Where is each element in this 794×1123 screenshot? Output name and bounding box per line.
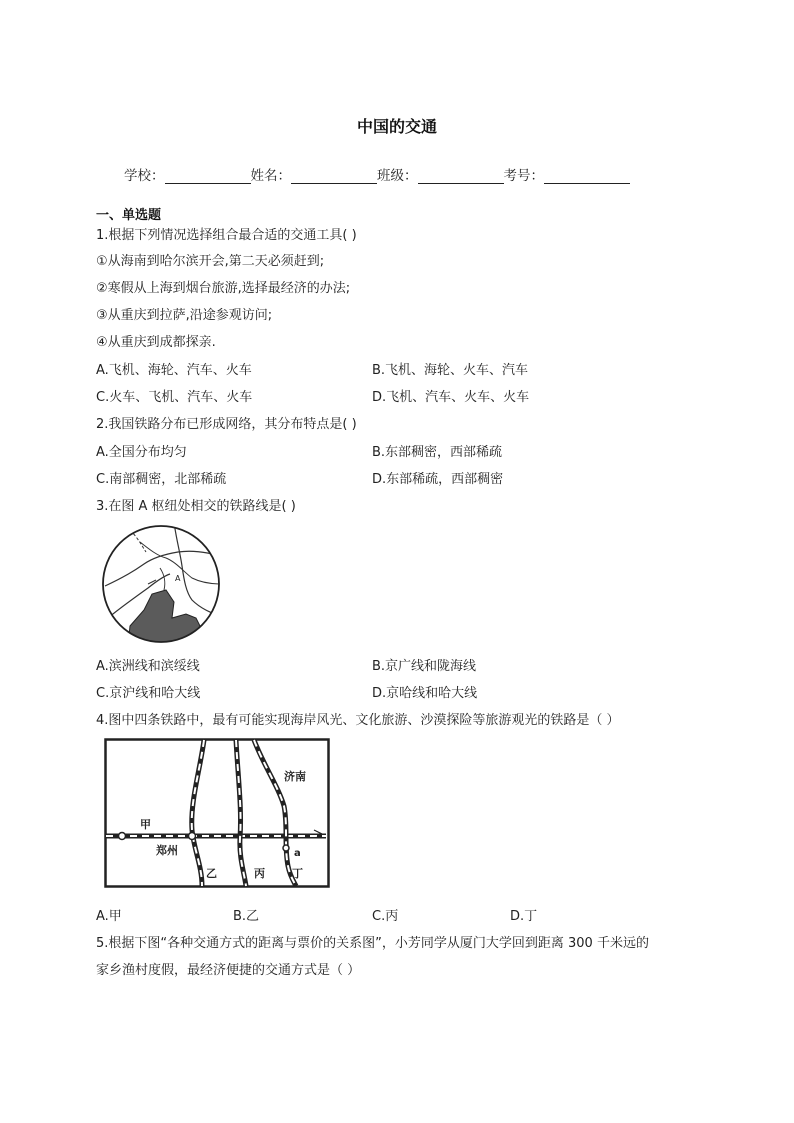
q4-label-jinan: 济南: [284, 770, 306, 783]
id-blank: [544, 166, 630, 184]
q4-label-jia: 甲: [140, 818, 151, 831]
name-label: 姓名：: [250, 168, 291, 184]
q4-option-a: A.甲: [96, 909, 122, 924]
station-zhengzhou-icon: [189, 833, 196, 840]
q4-label-zhengzhou: 郑州: [156, 844, 178, 857]
station-jia-icon: [119, 833, 126, 840]
q4-label-ding: 丁: [292, 867, 303, 880]
school-blank: [165, 166, 251, 184]
q1-option-b: B.飞机、海轮、火车、汽车: [372, 363, 529, 378]
q2-stem: 2.我国铁路分布已形成网络，其分布特点是( ): [96, 417, 357, 432]
class-blank: [418, 166, 504, 184]
q4-option-d: D.丁: [510, 909, 538, 924]
q1-item-3: ③从重庆到拉萨,沿途参观访问;: [96, 308, 273, 323]
q2-option-a: A.全国分布均匀: [96, 445, 187, 460]
q1-option-c: C.火车、飞机、汽车、火车: [96, 390, 253, 405]
q2-option-c: C.南部稠密，北部稀疏: [96, 472, 227, 487]
q4-railway-map: [104, 738, 330, 888]
q4-label-yi: 乙: [206, 867, 217, 880]
q4-label-bing: 丙: [254, 867, 265, 880]
q4-stem: 4.图中四条铁路中，最有可能实现海岸风光、文化旅游、沙漠探险等旅游观光的铁路是（ ）: [96, 713, 620, 728]
q1-item-4: ④从重庆到成都探亲.: [96, 335, 216, 350]
q1-option-d: D.飞机、汽车、火车、火车: [372, 390, 530, 405]
q3-stem: 3.在图 A 枢纽处相交的铁路线是( ): [96, 499, 296, 514]
q3-option-a: A.滨洲线和滨绥线: [96, 659, 200, 674]
q5-stem-line1: 5.根据下图“各种交通方式的距离与票价的关系图”，小芳同学从厦门大学回到距离 300 千米远的: [96, 936, 649, 951]
section-heading: 一、单选题: [96, 208, 162, 223]
q3-option-d: D.京哈线和哈大线: [372, 686, 478, 701]
id-label: 考号：: [503, 168, 544, 184]
q3-option-b: B.京广线和陇海线: [372, 659, 477, 674]
class-label: 班级：: [377, 168, 418, 184]
q4-option-c: C.丙: [372, 909, 399, 924]
q4-label-a: a: [294, 848, 301, 859]
q1-stem: 1.根据下列情况选择组合最合适的交通工具( ): [96, 228, 357, 243]
q1-item-1: ①从海南到哈尔滨开会,第二天必须赶到;: [96, 254, 325, 269]
q2-option-d: D.东部稀疏，西部稠密: [372, 472, 504, 487]
school-label: 学校：: [124, 168, 165, 184]
station-a-icon: [283, 845, 289, 851]
q3-option-c: C.京沪线和哈大线: [96, 686, 201, 701]
q4-option-b: B.乙: [233, 909, 260, 924]
q5-stem-line2: 家乡渔村度假，最经济便捷的交通方式是（ ）: [96, 963, 361, 978]
page-title: 中国的交通: [356, 117, 437, 136]
q3-circular-map: [100, 522, 222, 646]
name-blank: [291, 166, 377, 184]
student-info-row: [124, 164, 630, 184]
q2-option-b: B.东部稠密，西部稀疏: [372, 445, 503, 460]
q1-item-2: ②寒假从上海到烟台旅游,选择最经济的办法;: [96, 281, 351, 296]
q1-option-a: A.飞机、海轮、汽车、火车: [96, 363, 252, 378]
q3-map-label-a: A: [175, 574, 181, 583]
